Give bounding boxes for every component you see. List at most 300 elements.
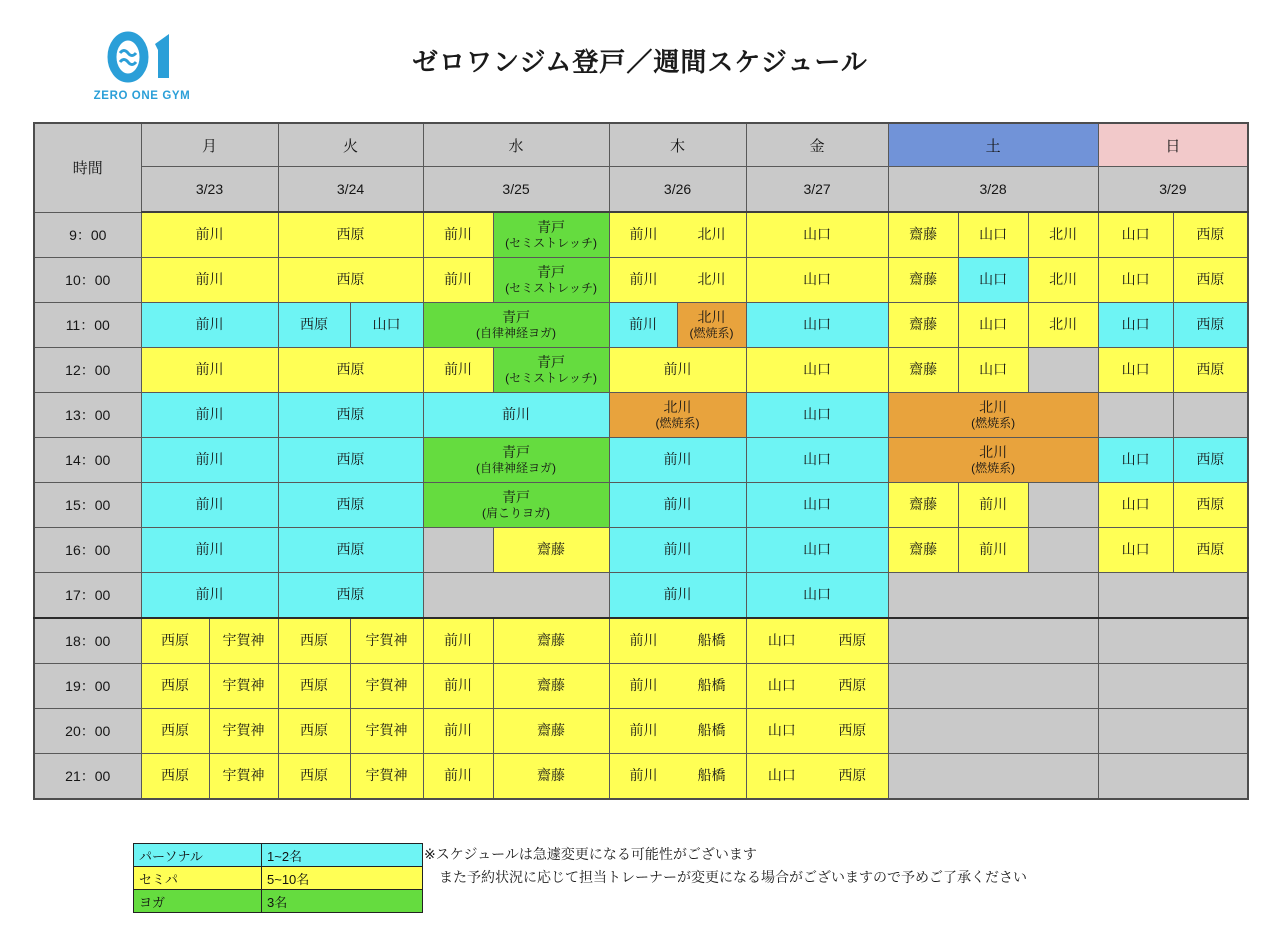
schedule-cell: [609, 348, 746, 393]
schedule-cell: [958, 483, 1028, 528]
trainer-name: 前川: [444, 632, 473, 649]
schedule-cell: [746, 573, 888, 619]
page-title: ゼロワンジム登戸／週間スケジュール: [412, 47, 868, 77]
schedule-cell: [141, 664, 209, 709]
trainer-name: 北川: [663, 399, 692, 416]
schedule-cell: [1098, 303, 1173, 348]
trainer-name: 山口: [979, 316, 1008, 333]
trainer-name: 前川: [629, 271, 658, 288]
schedule-cell: [141, 438, 278, 483]
schedule-cell: [278, 664, 350, 709]
trainer-name: 齋藤: [909, 496, 938, 513]
trainer-name: 前川: [663, 541, 692, 558]
schedule-cell: [423, 212, 493, 258]
trainer-name: 前川: [195, 586, 224, 603]
trainer-name: 青戸: [537, 264, 566, 281]
trainer-name: 前川: [629, 767, 658, 784]
schedule-cell: [888, 483, 958, 528]
schedule-cell: [888, 528, 958, 573]
schedule-cell: [958, 303, 1028, 348]
empty-cell: [888, 618, 1098, 664]
schedule-cell: [278, 528, 423, 573]
schedule-cell: [746, 258, 888, 303]
trainer-name: 青戸: [537, 219, 566, 236]
schedule-cell: [609, 618, 746, 664]
trainer-name: 前川: [444, 271, 473, 288]
trainer-name: 西原: [336, 541, 365, 558]
schedule-cell: [141, 709, 209, 754]
legend: [133, 843, 423, 913]
trainer-name: 西原: [161, 767, 189, 784]
trainer-name: 山口: [803, 451, 832, 468]
trainer-name: 前川: [444, 226, 473, 243]
schedule-cell: [493, 754, 609, 800]
trainer-name: 宇賀神: [365, 632, 408, 649]
schedule-cell: [423, 618, 493, 664]
trainer-name: 前川: [979, 541, 1008, 558]
schedule-row: [34, 528, 1248, 573]
empty-cell: [1028, 528, 1098, 573]
session-type-label: (自律神経ヨガ): [476, 460, 557, 475]
trainer-name: 西原: [336, 586, 365, 603]
schedule-row: [34, 303, 1248, 348]
day-header-3/24: 火: [278, 123, 423, 167]
session-type-label: (燃焼系): [971, 460, 1016, 475]
empty-cell: [1098, 754, 1248, 800]
schedule-cell: [1028, 303, 1098, 348]
empty-cell: [888, 573, 1098, 619]
schedule-cell: [888, 348, 958, 393]
trainer-name: 山口: [803, 496, 832, 513]
trainer-name: 前川: [444, 722, 473, 739]
schedule-cell: [1173, 528, 1248, 573]
schedule-row: [34, 754, 1248, 800]
schedule-cell: [1098, 258, 1173, 303]
trainer-name: 北川: [979, 399, 1008, 416]
trainer-name: 西原: [1196, 451, 1225, 468]
trainer-name: 山口: [979, 361, 1008, 378]
trainer-name: 船橋: [697, 677, 726, 694]
schedule-cell: [888, 258, 958, 303]
trainer-name: 山口: [1121, 316, 1150, 333]
trainer-name: 前川: [195, 226, 224, 243]
time-cell: 21：00: [34, 754, 141, 800]
trainer-name: 北川: [697, 271, 726, 288]
schedule-cell: [493, 528, 609, 573]
day-header-3/28: 土: [888, 123, 1098, 167]
trainer-name: 西原: [838, 767, 867, 784]
schedule-cell: [278, 618, 350, 664]
trainer-name: 山口: [1121, 271, 1150, 288]
schedule-cell: [209, 709, 278, 754]
trainer-name: 前川: [663, 361, 692, 378]
schedule-cell: [423, 709, 493, 754]
schedule-row: [34, 348, 1248, 393]
schedule-cell: [609, 528, 746, 573]
trainer-name: 山口: [803, 406, 832, 423]
empty-cell: [1098, 393, 1173, 438]
trainer-name: 北川: [697, 309, 726, 326]
schedule-cell: [209, 754, 278, 800]
trainer-name: 齋藤: [537, 541, 566, 558]
schedule-cell: [746, 528, 888, 573]
time-cell: 17：00: [34, 573, 141, 619]
trainer-name: 西原: [1196, 316, 1225, 333]
time-cell: 12：00: [34, 348, 141, 393]
schedule-cell: [888, 303, 958, 348]
schedule-row: [34, 212, 1248, 258]
trainer-name: 山口: [803, 586, 832, 603]
trainer-name: 宇賀神: [222, 767, 265, 784]
schedule-cell: [278, 303, 350, 348]
schedule-cell: [278, 258, 423, 303]
time-cell: 13：00: [34, 393, 141, 438]
schedule-row: [34, 438, 1248, 483]
schedule-cell: [278, 348, 423, 393]
date-header-3/28: 3/28: [888, 167, 1098, 213]
session-type-label: (自律神経ヨガ): [476, 325, 557, 340]
trainer-name: 山口: [803, 316, 832, 333]
schedule-cell: [958, 528, 1028, 573]
trainer-name: 西原: [336, 271, 365, 288]
trainer-name: 齋藤: [909, 271, 938, 288]
schedule-cell: [1173, 438, 1248, 483]
trainer-name: 西原: [838, 722, 867, 739]
time-cell: 15：00: [34, 483, 141, 528]
schedule-cell: [141, 618, 209, 664]
trainer-name: 山口: [767, 632, 796, 649]
trainer-name: 前川: [195, 541, 224, 558]
time-cell: 10：00: [34, 258, 141, 303]
trainer-name: 西原: [838, 632, 867, 649]
trainer-name: 北川: [1049, 226, 1078, 243]
trainer-name: 前川: [629, 632, 658, 649]
schedule-cell: [278, 754, 350, 800]
trainer-name: 山口: [803, 541, 832, 558]
schedule-cell: [609, 664, 746, 709]
legend-label: パーソナル: [134, 844, 262, 867]
empty-cell: [423, 573, 609, 619]
schedule-cell: [423, 483, 609, 528]
schedule-cell: [350, 709, 423, 754]
schedule-cell: [746, 664, 888, 709]
empty-cell: [1098, 618, 1248, 664]
logo-text: ZERO ONE GYM: [93, 90, 191, 102]
trainer-name: 青戸: [502, 489, 531, 506]
schedule-cell: [493, 212, 609, 258]
schedule-cell: [958, 348, 1028, 393]
empty-cell: [1028, 483, 1098, 528]
date-header-3/24: 3/24: [278, 167, 423, 213]
day-header-3/27: 金: [746, 123, 888, 167]
trainer-name: 西原: [336, 361, 365, 378]
trainer-name: 前川: [663, 586, 692, 603]
trainer-name: 前川: [663, 451, 692, 468]
session-type-label: (セミストレッチ): [505, 280, 597, 295]
legend-label: ヨガ: [134, 890, 262, 913]
trainer-name: 西原: [300, 677, 329, 694]
schedule-cell: [1028, 258, 1098, 303]
schedule-row: [34, 258, 1248, 303]
session-type-label: (燃焼系): [689, 325, 734, 340]
schedule-cell: [1098, 528, 1173, 573]
schedule-cell: [141, 393, 278, 438]
trainer-name: 前川: [629, 677, 658, 694]
schedule-cell: [350, 664, 423, 709]
day-header-3/25: 水: [423, 123, 609, 167]
schedule-cell: [746, 618, 888, 664]
trainer-name: 前川: [195, 361, 224, 378]
notes: [424, 843, 1027, 889]
trainer-name: 山口: [803, 361, 832, 378]
schedule-cell: [888, 393, 1098, 438]
schedule-cell: [141, 303, 278, 348]
trainer-name: 山口: [767, 767, 796, 784]
time-cell: 19：00: [34, 664, 141, 709]
trainer-name: 山口: [1121, 361, 1150, 378]
date-header-3/27: 3/27: [746, 167, 888, 213]
schedule-cell: [746, 212, 888, 258]
empty-cell: [888, 754, 1098, 800]
trainer-name: 船橋: [697, 767, 726, 784]
trainer-name: 山口: [979, 271, 1008, 288]
trainer-name: 前川: [663, 496, 692, 513]
schedule-cell: [493, 709, 609, 754]
time-cell: 14：00: [34, 438, 141, 483]
schedule-cell: [423, 258, 493, 303]
schedule-cell: [350, 618, 423, 664]
schedule-cell: [1173, 303, 1248, 348]
legend-capacity: 1~2名: [262, 844, 423, 867]
trainer-name: 山口: [1121, 226, 1150, 243]
trainer-name: 前川: [502, 406, 531, 423]
legend-table: [133, 843, 423, 913]
schedule-cell: [141, 528, 278, 573]
trainer-name: 宇賀神: [222, 722, 265, 739]
trainer-name: 西原: [336, 406, 365, 423]
trainer-name: 齋藤: [537, 632, 566, 649]
day-header-3/26: 木: [609, 123, 746, 167]
note-line-2: また予約状況に応じて担当トレーナーが変更になる場合がございますので予めご了承ください: [439, 869, 1027, 885]
trainer-name: 山口: [1121, 451, 1150, 468]
time-cell: 11：00: [34, 303, 141, 348]
trainer-name: 西原: [336, 496, 365, 513]
trainer-name: 宇賀神: [365, 677, 408, 694]
trainer-name: 前川: [444, 361, 473, 378]
session-type-label: (燃焼系): [655, 415, 700, 430]
empty-cell: [1028, 348, 1098, 393]
schedule-cell: [141, 483, 278, 528]
legend-label: セミパ: [134, 867, 262, 890]
trainer-name: 西原: [1196, 361, 1225, 378]
schedule-cell: [141, 754, 209, 800]
schedule-cell: [746, 483, 888, 528]
schedule-cell: [609, 303, 677, 348]
schedule-cell: [609, 258, 746, 303]
schedule-cell: [1098, 348, 1173, 393]
schedule-cell: [423, 438, 609, 483]
schedule-cell: [746, 754, 888, 800]
trainer-name: 齋藤: [909, 316, 938, 333]
schedule-cell: [609, 212, 746, 258]
session-type-label: (燃焼系): [971, 415, 1016, 430]
schedule-cell: [746, 709, 888, 754]
trainer-name: 前川: [195, 271, 224, 288]
schedule-cell: [278, 212, 423, 258]
schedule-cell: [958, 212, 1028, 258]
trainer-name: 西原: [300, 316, 329, 333]
empty-cell: [888, 664, 1098, 709]
time-cell: 20：00: [34, 709, 141, 754]
schedule-cell: [141, 212, 278, 258]
schedule-row: [34, 393, 1248, 438]
session-type-label: (セミストレッチ): [505, 235, 597, 250]
schedule-cell: [609, 709, 746, 754]
trainer-name: 前川: [444, 677, 473, 694]
date-header-3/25: 3/25: [423, 167, 609, 213]
trainer-name: 山口: [767, 722, 796, 739]
empty-cell: [423, 528, 493, 573]
trainer-name: 西原: [838, 677, 867, 694]
schedule-cell: [1098, 438, 1173, 483]
day-header-3/23: 月: [141, 123, 278, 167]
schedule-cell: [493, 618, 609, 664]
trainer-name: 前川: [629, 722, 658, 739]
trainer-name: 山口: [979, 226, 1008, 243]
trainer-name: 船橋: [697, 632, 726, 649]
schedule-cell: [278, 573, 423, 619]
trainer-name: 山口: [1121, 496, 1150, 513]
trainer-name: 山口: [1121, 541, 1150, 558]
trainer-name: 北川: [697, 226, 726, 243]
trainer-name: 前川: [629, 226, 658, 243]
trainer-name: 北川: [1049, 316, 1078, 333]
schedule-cell: [423, 754, 493, 800]
schedule-cell: [609, 438, 746, 483]
schedule-cell: [423, 348, 493, 393]
empty-cell: [888, 709, 1098, 754]
trainer-name: 山口: [372, 316, 401, 333]
trainer-name: 西原: [300, 767, 329, 784]
schedule-cell: [609, 573, 746, 619]
schedule-cell: [141, 348, 278, 393]
schedule-cell: [141, 573, 278, 619]
empty-cell: [1173, 393, 1248, 438]
trainer-name: 山口: [803, 226, 832, 243]
schedule-cell: [350, 303, 423, 348]
schedule-cell: [1173, 483, 1248, 528]
trainer-name: 北川: [979, 444, 1008, 461]
schedule-row: [34, 709, 1248, 754]
trainer-name: 宇賀神: [222, 677, 265, 694]
schedule-row: [34, 664, 1248, 709]
schedule-cell: [677, 303, 746, 348]
schedule-cell: [423, 664, 493, 709]
schedule-cell: [493, 664, 609, 709]
schedule-cell: [1173, 348, 1248, 393]
schedule-cell: [209, 618, 278, 664]
schedule-cell: [1098, 212, 1173, 258]
date-header-3/29: 3/29: [1098, 167, 1248, 213]
schedule-cell: [350, 754, 423, 800]
trainer-name: 宇賀神: [365, 767, 408, 784]
schedule-cell: [746, 438, 888, 483]
schedule-cell: [278, 393, 423, 438]
time-cell: 16：00: [34, 528, 141, 573]
trainer-name: 山口: [803, 271, 832, 288]
trainer-name: 西原: [300, 722, 329, 739]
date-header-3/23: 3/23: [141, 167, 278, 213]
schedule-cell: [746, 303, 888, 348]
trainer-name: 船橋: [697, 722, 726, 739]
trainer-name: 西原: [161, 677, 189, 694]
day-header-3/29: 日: [1098, 123, 1248, 167]
schedule-row: [34, 618, 1248, 664]
schedule-cell: [609, 754, 746, 800]
empty-cell: [1098, 664, 1248, 709]
trainer-name: 前川: [195, 496, 224, 513]
schedule-cell: [1173, 212, 1248, 258]
schedule-cell: [746, 348, 888, 393]
legend-capacity: 5~10名: [262, 867, 423, 890]
trainer-name: 前川: [195, 406, 224, 423]
schedule-cell: [1028, 212, 1098, 258]
trainer-name: 齋藤: [537, 722, 566, 739]
trainer-name: 西原: [1196, 496, 1225, 513]
schedule-cell: [493, 258, 609, 303]
trainer-name: 宇賀神: [365, 722, 408, 739]
schedule-cell: [1098, 483, 1173, 528]
schedule-table: [33, 122, 1249, 800]
trainer-name: 西原: [336, 226, 365, 243]
date-header-3/26: 3/26: [609, 167, 746, 213]
trainer-name: 西原: [300, 632, 329, 649]
legend-row-semipa: [134, 867, 423, 890]
note-line-1: ※スケジュールは急遽変更になる可能性がございます: [424, 846, 757, 862]
trainer-name: 齋藤: [537, 677, 566, 694]
trainer-name: 北川: [1049, 271, 1078, 288]
schedule-cell: [141, 258, 278, 303]
trainer-name: 西原: [1196, 541, 1225, 558]
schedule-row: [34, 483, 1248, 528]
trainer-name: 前川: [444, 767, 473, 784]
schedule-cell: [209, 664, 278, 709]
trainer-name: 前川: [195, 451, 224, 468]
schedule-cell: [609, 483, 746, 528]
trainer-name: 齋藤: [909, 226, 938, 243]
trainer-name: 青戸: [537, 354, 566, 371]
schedule-cell: [1173, 258, 1248, 303]
empty-cell: [1098, 709, 1248, 754]
time-cell: 18：00: [34, 618, 141, 664]
schedule-cell: [746, 393, 888, 438]
trainer-name: 青戸: [502, 309, 531, 326]
trainer-name: 前川: [979, 496, 1008, 513]
time-header: 時間: [34, 123, 141, 212]
trainer-name: 齋藤: [909, 541, 938, 558]
schedule-cell: [958, 258, 1028, 303]
trainer-name: 西原: [161, 722, 189, 739]
empty-cell: [1098, 573, 1248, 619]
schedule-cell: [278, 438, 423, 483]
session-type-label: (肩こりヨガ): [482, 505, 551, 520]
schedule-cell: [278, 483, 423, 528]
legend-row-yoga: [134, 890, 423, 913]
session-type-label: (セミストレッチ): [505, 370, 597, 385]
trainer-name: 西原: [336, 451, 365, 468]
schedule-cell: [493, 348, 609, 393]
time-cell: 9：00: [34, 212, 141, 258]
